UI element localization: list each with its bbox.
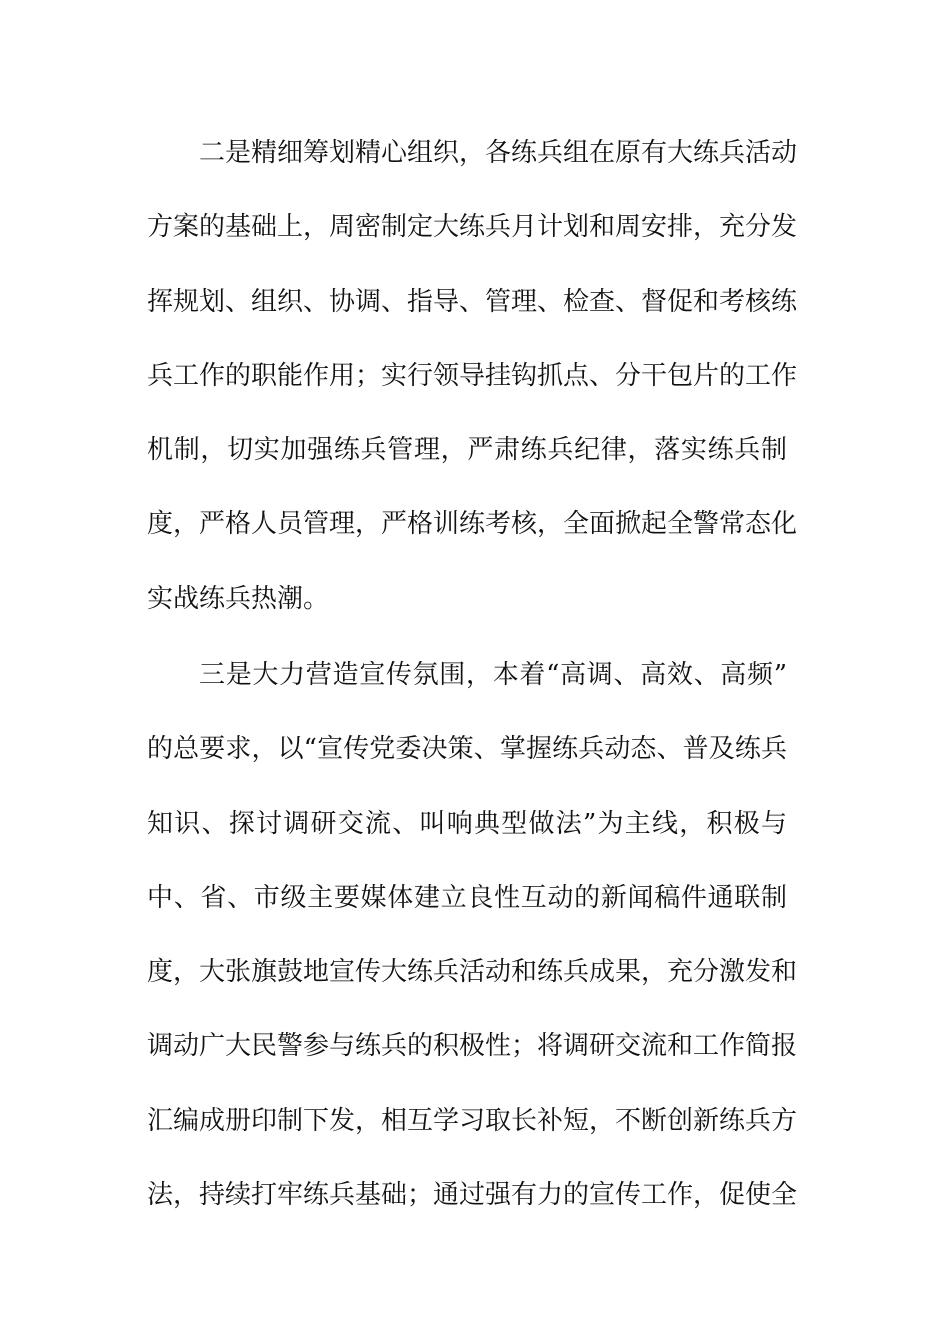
paragraph-line: 度，严格人员管理，严格训练考核，全面掀起全警常态化 xyxy=(147,509,798,540)
paragraph-planning xyxy=(147,138,798,658)
paragraph-publicity xyxy=(147,660,798,1254)
paragraph-line: 机制，切实加强练兵管理，严肃练兵纪律，落实练兵制 xyxy=(147,435,787,466)
paragraph-line: 度，大张旗鼓地宣传大练兵活动和练兵成果，充分激发和 xyxy=(147,957,798,988)
paragraph-line: 方案的基础上，周密制定大练兵月计划和周安排，充分发 xyxy=(147,212,798,243)
paragraph-line: 挥规划、组织、协调、指导、管理、检查、督促和考核练 xyxy=(147,286,798,317)
paragraph-line: 调动广大民警参与练兵的积极性；将调研交流和工作简报 xyxy=(147,1031,798,1062)
paragraph-line: 知识、探讨调研交流、叫响典型做法”为主线，积极与 xyxy=(147,808,787,839)
paragraph-line: 中、省、市级主要媒体建立良性互动的新闻稿件通联制 xyxy=(147,882,787,913)
paragraph-line: 二是精细筹划精心组织，各练兵组在原有大练兵活动 xyxy=(199,138,798,168)
paragraph-line: 汇编成册印制下发，相互学习取长补短，不断创新练兵方 xyxy=(147,1105,798,1136)
paragraph-line: 实战练兵热潮。 xyxy=(147,583,330,614)
paragraph-line: 兵工作的职能作用；实行领导挂钩抓点、分干包片的工作 xyxy=(147,360,798,391)
paragraph-line: 三是大力营造宣传氛围，本着“高调、高效、高频” xyxy=(199,660,787,690)
paragraph-line: 法，持续打牢练兵基础；通过强有力的宣传工作，促使全 xyxy=(147,1180,798,1211)
paragraph-line: 的总要求，以“宣传党委决策、掌握练兵动态、普及练兵 xyxy=(147,734,787,765)
